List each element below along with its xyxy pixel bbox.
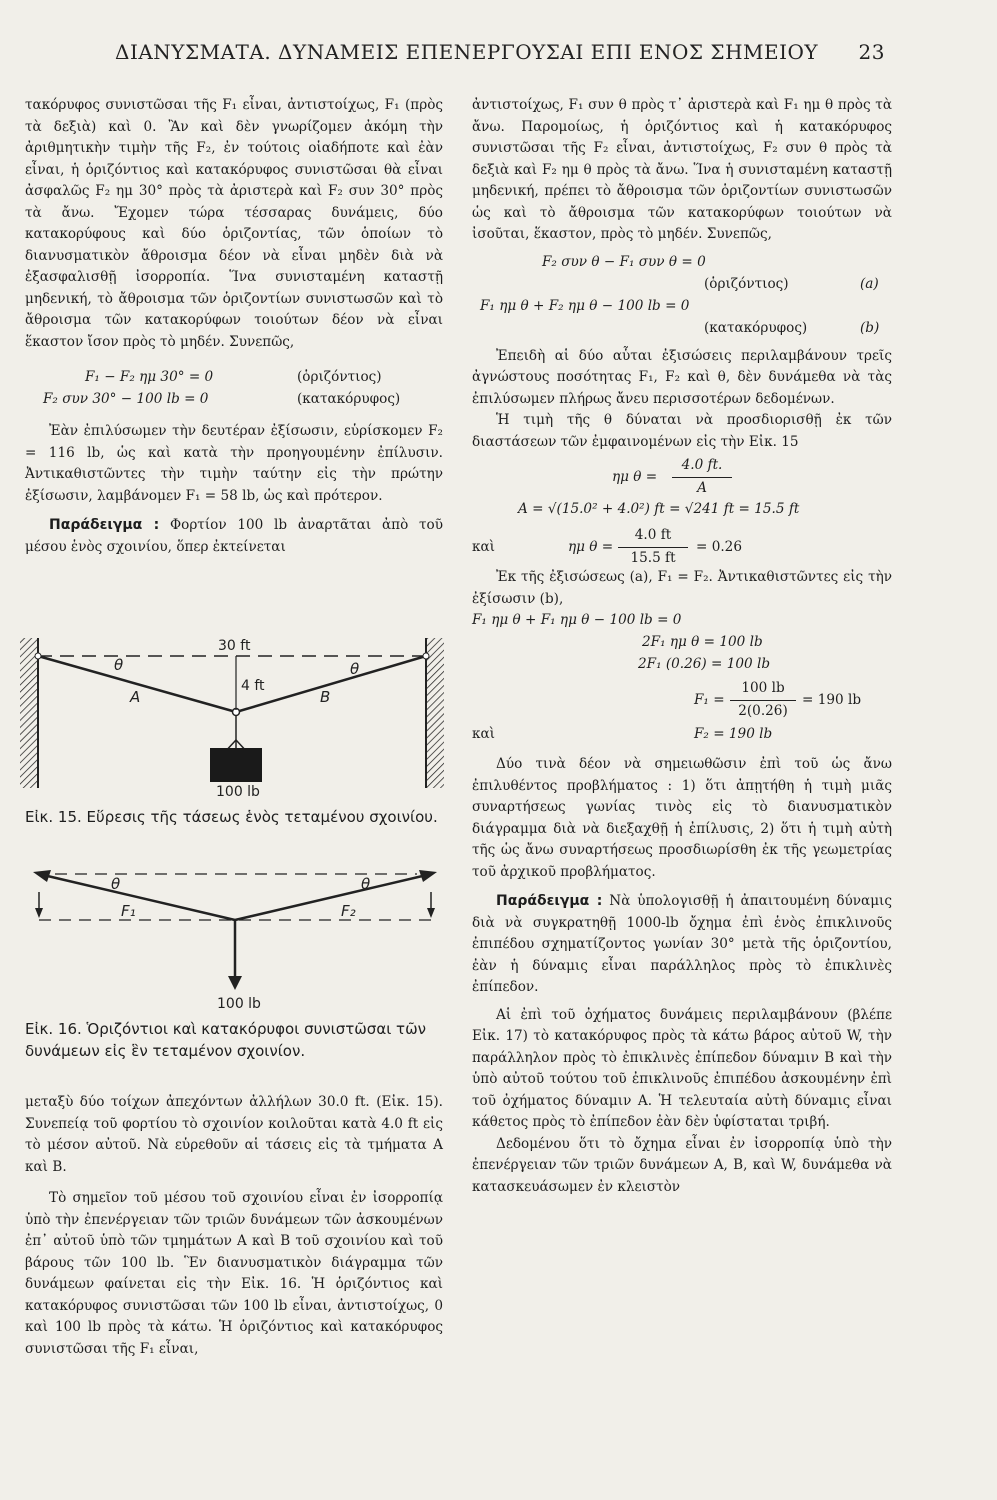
step-4-denominator: 2(0.26) [738,702,788,719]
eq1-tag: (ὁριζόντιος) [297,369,382,385]
hypotenuse-equation [472,499,892,523]
sin2-rhs: = 0.26 [696,539,742,555]
right-example-text: Νὰ ὑπολογισθῇ ἡ ἀπαιτουμένη δύναμις διὰ νὰ συγκρατηθῇ 1000-lb ὄχημα ἐπὶ ἑνὸς ἐπικλινοῦς ἐπιπέδου σχηματίζοντος γωνίαν 30° μετὰ τῆς ὁριζοντίου, ἐὰν ἡ δύναμις εἶναι παράλληλος πρὸς τὸ ἐπικλινὲς ἐπίπεδον. [472,893,892,995]
load-block [210,748,262,782]
left-paragraph-2: Ἐὰν ἐπιλύσωμεν τὴν δευτέραν ἐξίσωσιν, εὑρίσκομεν F₂ = 116 lb, ὡς καὶ κατὰ τὴν προηγουμένην ἐπίλυσιν. Ἀντικαθιστῶντες τὴν τιμὴν ταύτην εἰς τὴν πρώτην ἐξίσωσιν, λαμβάνομεν F₁ = 58 lb, ὡς καὶ πρότερον. [25,423,443,504]
load-label: 100 lb [216,784,260,798]
angle-left-label: θ [114,656,124,674]
right-paragraph-6: Αἱ ἐπὶ τοῦ ὀχήματος δυνάμεις περιλαμβάνουν (βλέπε Εἰκ. 17) τὸ κατακόρυφος πρὸς τὰ κάτω βάρος αὐτοῦ W, τὴν παράλληλον πρὸς τὸ ἐπικλινὲς ἐπίπεδον δύναμιν B καὶ τὴν ὑπὸ αὐτοῦ τούτου τοῦ ἐπικλινοῦς ἐπιπέδου ἀσκουμένην ἐπὶ τοῦ ὀχήματος δύναμιν A. Ἡ τελευταία αὐτὴ δύναμις εἶναι κάθετος πρὸς τὸ ἐπίπεδον ἐὰν δὲν ὑφίσταται τριβή. [472,1006,892,1130]
right-paragraph-1: ἀντιστοίχως, F₁ συν θ πρὸς τ᾽ ἀριστερὰ καὶ F₁ ημ θ πρὸς τὰ ἄνω. Παρομοίως, ἡ ὁριζόντιος καὶ ἡ κατακόρυφος συνιστῶσαι τῆς F₂ εἶναι, ἀντιστοίχως, F₂ συν θ πρὸς τὰ δεξιὰ καὶ F₂ ημ θ πρὸς τὰ ἄνω. Ἵνα ἡ συνισταμένη καταστῇ μηδενική, πρέπει τὸ ἄθροισμα τῶν ὁριζοντίων συνιστωσῶν ὡς καὶ τὸ ἄθροισμα τῶν κατακορύφων τοιούτων νὰ ἰσοῦται, ἕκαστον, πρὸς τὸ μηδέν. Συνεπῶς, [472,97,892,242]
sin-denominator: A [697,479,707,496]
sag-label: 4 ft [241,678,265,694]
sin-numerator: 4.0 ft. [672,455,732,478]
right-wall [426,638,444,788]
eqb-label: (b) [860,319,880,336]
segment-a-label: A [130,688,141,706]
segment-b-label: B [320,688,331,706]
angle-left-label: θ [111,875,121,893]
example-label: Παράδειγμα : [49,517,160,533]
left-wall [20,638,38,788]
right-example-label: Παράδειγμα : [496,893,603,909]
angle-right-label: θ [350,660,360,678]
kai-word: καὶ [472,539,496,555]
left-column-lower [25,1092,443,1360]
page-number: 23 [858,40,885,64]
f1-label: F₁ [121,902,136,920]
load-label: 100 lb [217,996,261,1012]
equation-vertical [25,389,443,411]
figure-16 [25,862,445,1012]
step-5 [472,722,892,746]
eq1-expr: F₁ − F₂ ημ 30° = 0 [85,369,214,385]
equation-a-tag-row [472,274,892,296]
eq2-expr: F₂ συν 30° − 100 lb = 0 [43,391,209,407]
right-paragraph-2: Ἐπειδὴ αἱ δύο αὗται ἐξισώσεις περιλαμβάνουν τρεῖς ἀγνώστους ποσότητας F₁, F₂ καὶ θ, δὲν δυνάμεθα νὰ τὰς ἐπιλύσωμεν πλήρως ἄνευ περισσοτέρων δεδομένων. [472,347,892,407]
f2-label: F₂ [341,902,356,920]
right-paragraph-5: Δύο τινὰ δέον νὰ σημειωθῶσιν ἐπὶ τοῦ ὡς ἄνω ἐπιλυθέντος προβλήματος : 1) ὅτι ἀπῃτήθη ἡ τιμὴ μιᾶς συναρτήσεως γωνίας τινὸς εἰς τὸ διανυσματικὸν διάγραμμα διὰ νὰ διεξαχθῇ ἡ ἐπίλυσις, 2) ὅτι ἡ τιμὴ αὐτὴ τῆς ὡς ἄνω συναρτήσεως προσδιωρίσθη ἐκ τῆς γεωμετρίας τοῦ ἀρχικοῦ προβλήματος. [472,756,892,880]
step-1-expr: F₁ ημ θ + F₁ ημ θ − 100 lb = 0 [472,612,682,628]
equation-b [472,296,892,318]
equation-a [472,252,892,274]
right-paragraph-3: Ἡ τιμὴ τῆς θ δύναται νὰ προσδιορισθῇ ἐκ τῶν διαστάσεων τῶν ἐμφαινομένων εἰς τὴν Εἰκ. 15 [472,412,892,450]
sin-value-formula [472,523,892,567]
eq2-tag: (κατακόρυφος) [297,391,401,407]
step-2-expr: 2F₁ ημ θ = 100 lb [642,634,763,650]
step-4-lhs: F₁ = [694,692,725,708]
sin2-numerator: 4.0 ft [618,525,688,548]
step-5-expr: F₂ = 190 lb [694,726,773,742]
step-3 [472,654,892,676]
left-paragraph-3: μεταξὺ δύο τοίχων ἀπεχόντων ἀλλήλων 30.0 ft. (Εἰκ. 15). Συνεπείᾳ τοῦ φορτίου τὸ σχοινίον κοιλοῦται κατὰ 4.0 ft εἰς τὸ μέσον αὐτοῦ. Νὰ εὑρεθοῦν αἱ τάσεις εἰς τὰ τμήματα A καὶ B. [25,1094,443,1175]
caption-fig16: Εἰκ. 16. Ὁριζόντιοι καὶ κατακόρυφοι συνιστῶσαι τῶν δυνάμεων εἰς ἓν τεταμένον σχοινίον. [25,1020,427,1060]
step-2 [472,632,892,654]
left-paragraph-1: τακόρυφος συνιστῶσαι τῆς F₁ εἶναι, ἀντιστοίχως, F₁ (πρὸς τὰ δεξιὰ) καὶ 0. Ἂν καὶ δὲν γνωρίζομεν ἀκόμη τὴν ἀριθμητικὴν τιμὴν τῆς F₂, ἐν τούτοις οἱαδήποτε καὶ ἐὰν εἶναι, ἡ ὁριζόντιος καὶ κατακόρυφος συνιστῶσαι θὰ εἶναι ἀσφαλῶς F₂ ημ 30° πρὸς τὰ ἀριστερὰ καὶ F₂ συν 30° πρὸς τὰ ἄνω. Ἔχομεν τώρα τέσσαρας δυνάμεις, δύο κατακορύφους καὶ δύο ὁριζοντίας, τῶν ὁποίων τὸ διανυσματικὸν ἄθροισμα δέον νὰ εἶναι μηδὲν διὰ νὰ ἐξασφαλισθῇ ἰσορροπία. Ἵνα συνισταμένη καταστῇ μηδενική, τὸ ἄθροισμα τῶν ὁριζοντίων συνιστωσῶν καὶ τὸ ἄθροισμα τῶν κατακορύφων τοιούτων δέον νὰ εἶναι ἕκαστον ἴσον πρὸς τὸ μηδέν. Συνεπῶς, [25,97,443,350]
eqa-label: (a) [860,275,879,292]
caption-fig15: Εἰκ. 15. Εὕρεσις τῆς τάσεως ἑνὸς τεταμένου σχοινίου. [25,808,438,826]
sin-theta-formula [472,455,892,499]
left-paragraph-4: Τὸ σημεῖον τοῦ μέσου τοῦ σχοινίου εἶναι ἐν ἰσορροπίᾳ ὑπὸ τὴν ἐπενέργειαν τῶν τριῶν δυνάμεων τῶν ἀσκουμένων ἐπ᾽ αὐτοῦ ὑπὸ τῶν τμημάτων A καὶ B τοῦ σχοινίου καὶ τοῦ βάρους τῶν 100 lb. Ἓν διανυσματικὸν διάγραμμα τῶν δυνάμεων φαίνεται εἰς τὴν Εἰκ. 16. Ἡ ὁριζόντιος καὶ κατακόρυφος συνιστῶσαι τῶν 100 lb εἶναι, ἀντιστοίχως, 0 καὶ 100 lb πρὸς τὰ κάτω. Ἡ ὁριζόντιος καὶ κατακόρυφος συνιστῶσαι τῆς F₁ εἶναι, [25,1190,443,1357]
header-title: ΔΙΑΝΥΣΜΑΤΑ. ΔΥΝΑΜΕΙΣ ΕΠΕΝΕΡΓΟΥΣΑΙ ΕΠΙ ΕΝΟΣ ΣΗΜΕΙΟΥ [115,40,819,64]
right-example-paragraph [472,891,892,999]
right-paragraph-7: Δεδομένου ὅτι τὸ ὄχημα εἶναι ἐν ἰσορροπίᾳ ὑπὸ τὴν ἐπενέργειαν τῶν τριῶν δυνάμεων A, B, καὶ W, δυνάμεθα νὰ κατασκευάσωμεν ἐν κλειστὸν [472,1135,892,1195]
eqa-expr: F₂ συν θ − F₁ συν θ = 0 [542,253,706,270]
left-column [25,95,443,558]
eqb-tag: (κατακόρυφος) [704,319,808,336]
sin2-denominator: 15.5 ft [630,549,676,566]
step-4 [472,676,892,722]
span-label: 30 ft [218,638,251,654]
force-vector-right [235,874,431,920]
step-4-numerator: 100 lb [730,678,796,701]
step-4-rhs: = 190 lb [802,692,862,708]
equation-b-tag-row [472,318,892,340]
equation-horizontal [25,367,443,389]
step-3-expr: 2F₁ (0.26) = 100 lb [638,656,771,672]
sin2-lhs: ημ θ = [568,539,614,555]
force-vector-left [39,874,235,920]
example-paragraph [25,515,443,558]
example-text: Φορτίον 100 lb ἀναρτᾶται ἀπὸ τοῦ μέσου ἑνὸς σχοινίου, ὅπερ ἐκτείνεται [25,517,443,555]
right-paragraph-4: Ἐκ τῆς ἐξισώσεως (a), F₁ = F₂. Ἀντικαθιστῶντες εἰς τὴν ἐξίσωσιν (b), [472,569,892,607]
angle-right-label: θ [361,875,371,893]
eqb-expr: F₁ ημ θ + F₂ ημ θ − 100 lb = 0 [480,297,690,314]
figure-15 [18,630,450,798]
running-header [115,40,885,64]
right-column [472,95,892,1198]
step-1 [472,610,892,632]
hypotenuse-expr: A = √(15.0² + 4.0²) ft = √241 ft = 15.5 ft [518,501,800,517]
eqa-tag: (ὁριζόντιος) [704,275,789,292]
sin-lhs: ημ θ = [612,469,658,485]
kai-word-2: καὶ [472,726,496,742]
